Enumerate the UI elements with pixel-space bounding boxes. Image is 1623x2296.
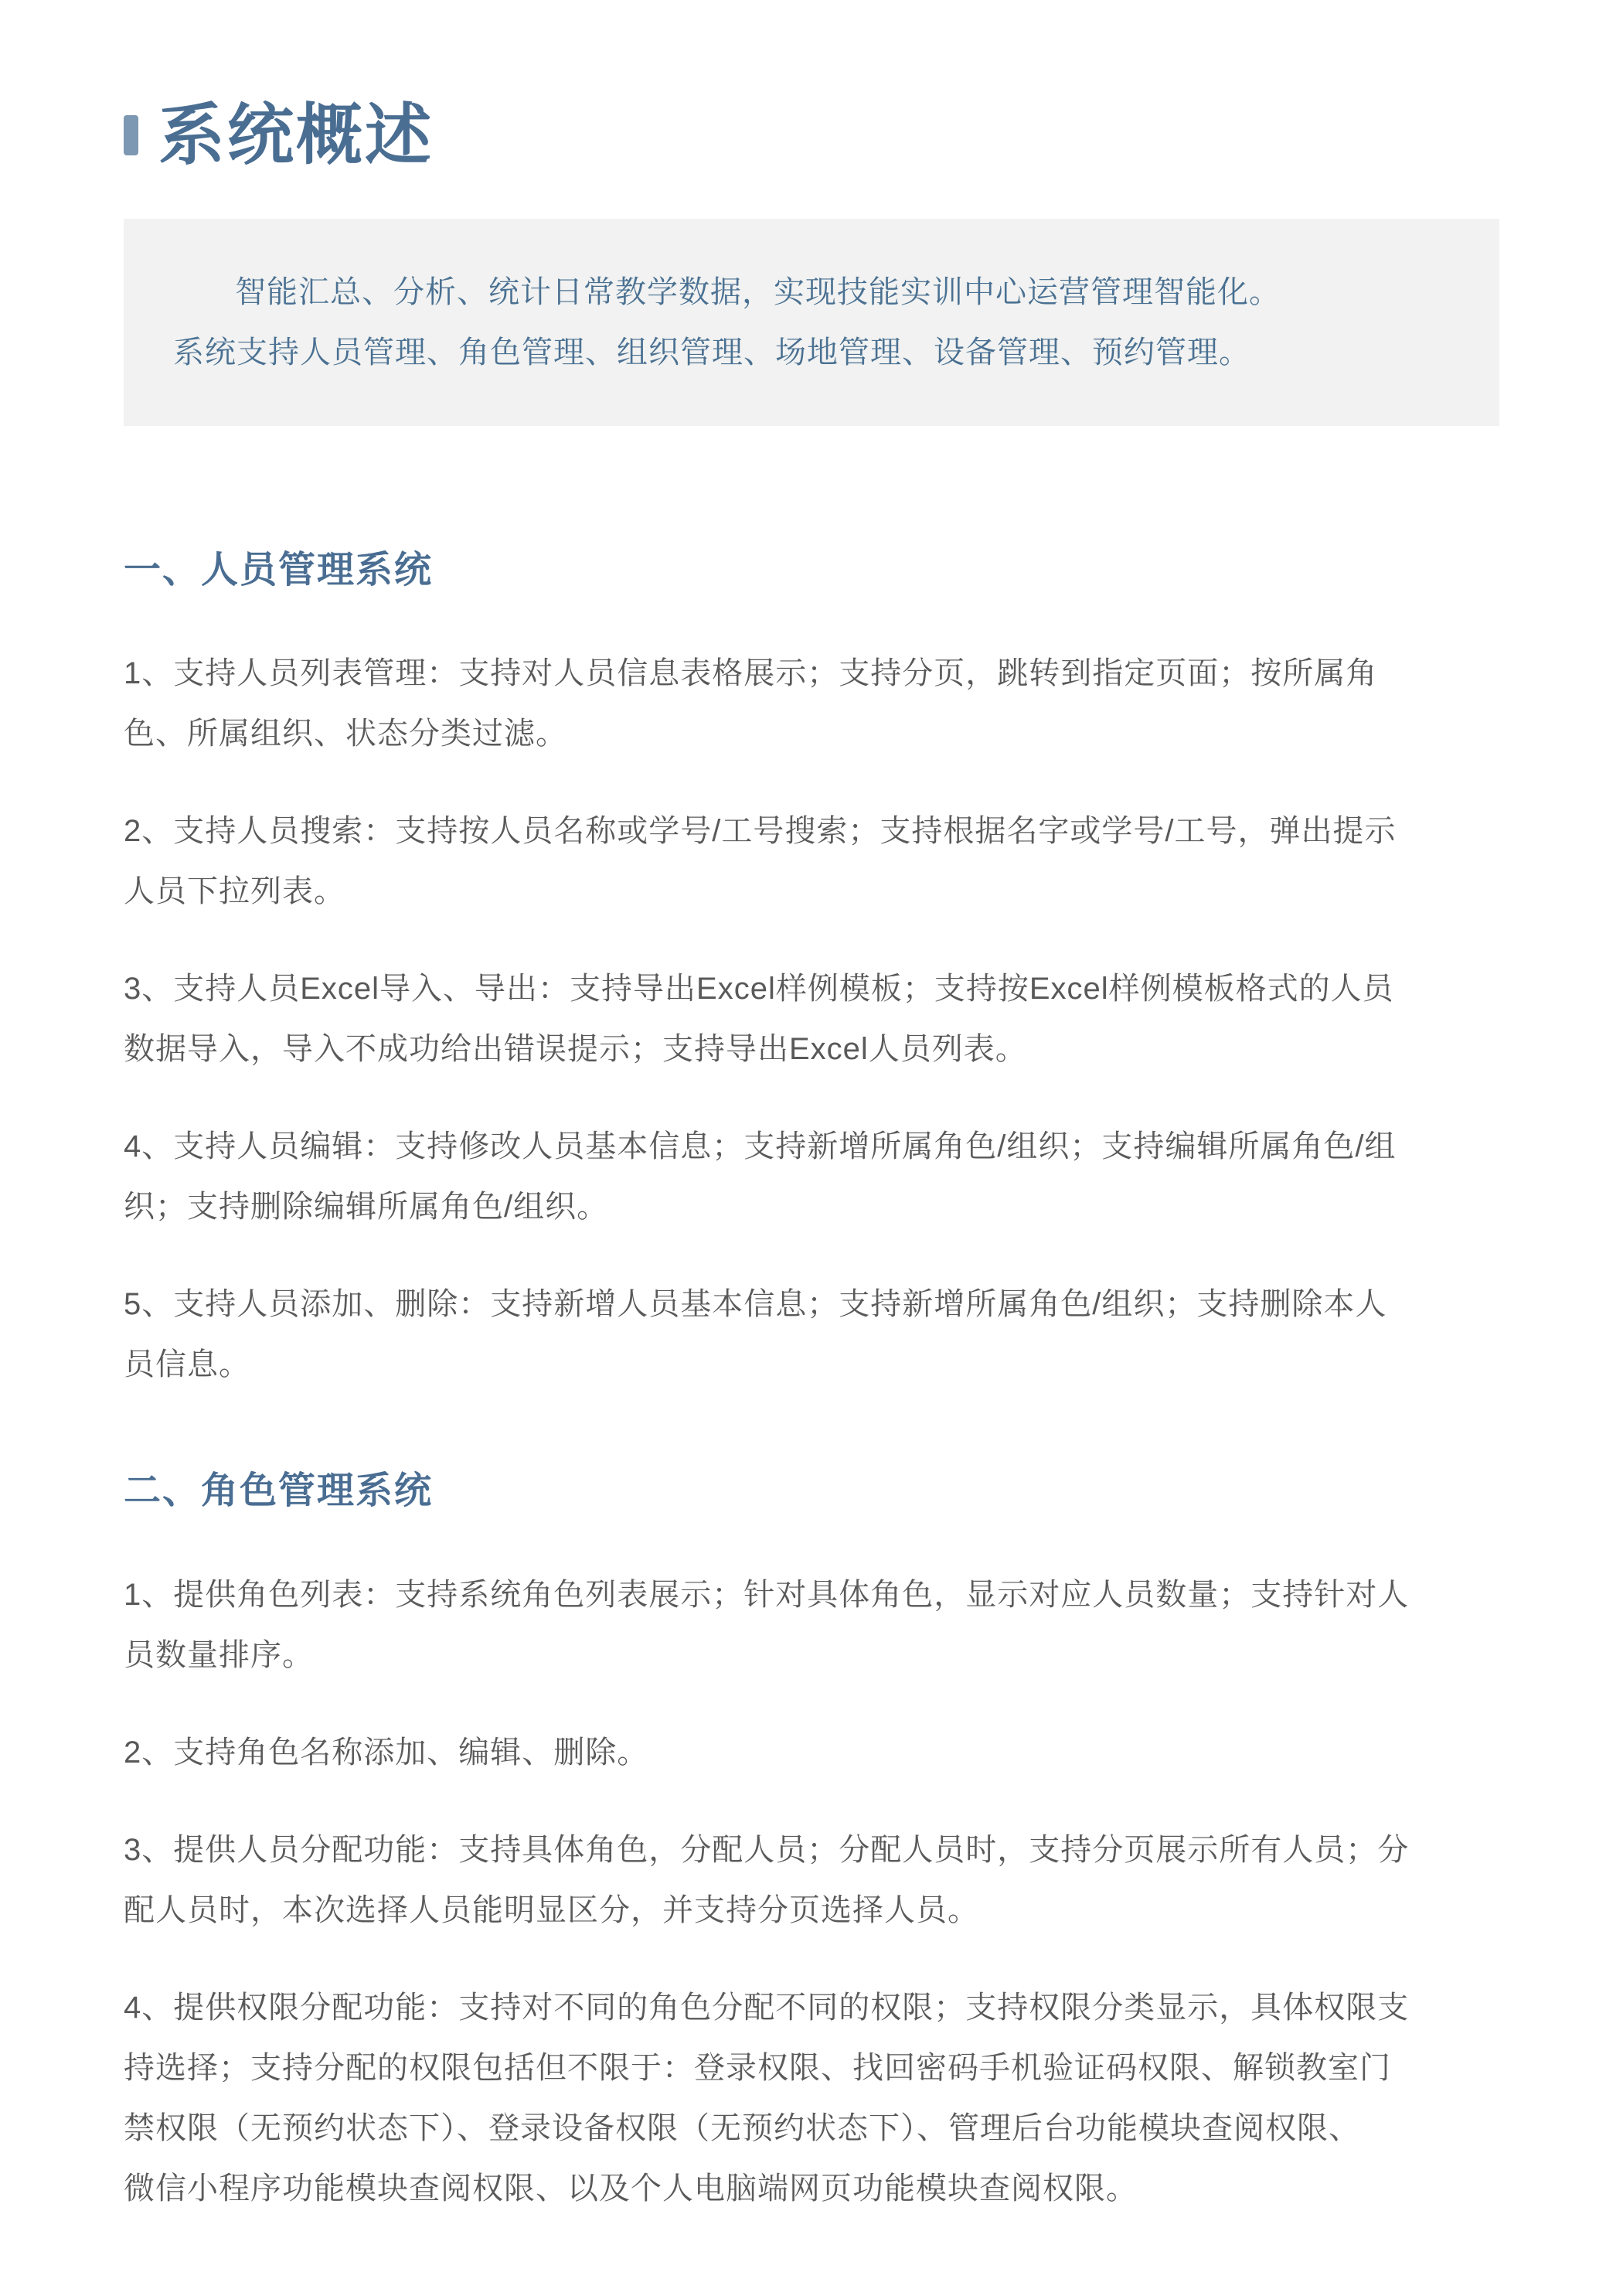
paragraph-line: 数据导入，导入不成功给出错误提示；支持导出Excel人员列表。 bbox=[124, 1032, 1027, 1067]
paragraph bbox=[124, 959, 1499, 1079]
paragraph bbox=[124, 1722, 1499, 1783]
paragraph-line: 持选择；支持分配的权限包括但不限于：登录权限、找回密码手机验证码权限、解锁教室门 bbox=[124, 2050, 1391, 2085]
paragraph-line: 色、所属组织、状态分类过滤。 bbox=[124, 717, 567, 751]
section-heading: 二、角色管理系统 bbox=[124, 1470, 434, 1512]
page-title: 系统概述 bbox=[158, 98, 434, 172]
paragraph-line: 1、支持人员列表管理：支持对人员信息表格展示；支持分页，跳转到指定页面；按所属角 bbox=[124, 656, 1378, 691]
section-heading: 一、人员管理系统 bbox=[124, 549, 434, 591]
paragraph bbox=[124, 643, 1499, 764]
paragraph-line: 配人员时，本次选择人员能明显区分，并支持分页选择人员。 bbox=[124, 1892, 979, 1927]
paragraph-line: 2、支持人员搜索：支持按人员名称或学号/工号搜索；支持根据名字或学号/工号，弹出提示 bbox=[124, 814, 1397, 849]
paragraph bbox=[124, 1565, 1499, 1685]
paragraph-line: 人员下拉列表。 bbox=[124, 874, 345, 909]
paragraph bbox=[124, 1116, 1499, 1237]
paragraph-line: 微信小程序功能模块查阅权限、以及个人电脑端网页功能模块查阅权限。 bbox=[124, 2171, 1138, 2206]
paragraph-line: 员数量排序。 bbox=[124, 1637, 314, 1672]
paragraph bbox=[124, 1820, 1499, 1940]
paragraph bbox=[124, 801, 1499, 921]
paragraph-line: 员信息。 bbox=[124, 1347, 250, 1382]
paragraph-line: 1、提供角色列表：支持系统角色列表展示；针对具体角色，显示对应人员数量；支持针对人 bbox=[124, 1577, 1410, 1612]
paragraph-line: 5、支持人员添加、删除：支持新增人员基本信息；支持新增所属角色/组织；支持删除本人 bbox=[124, 1287, 1387, 1322]
paragraph bbox=[124, 1274, 1499, 1395]
paragraph bbox=[124, 1977, 1499, 2219]
paragraph-line: 3、支持人员Excel导入、导出：支持导出Excel样例模板；支持按Excel样例模板格式的人员 bbox=[124, 972, 1394, 1007]
paragraph-line: 禁权限（无预约状态下）、登录设备权限（无预约状态下）、管理后台功能模块查阅权限、 bbox=[124, 2110, 1360, 2145]
paragraph-line: 织；支持删除编辑所属角色/组织。 bbox=[124, 1190, 609, 1225]
paragraph-line: 4、支持人员编辑：支持修改人员基本信息；支持新增所属角色/组织；支持编辑所属角色/组 bbox=[124, 1129, 1397, 1164]
title-accent-bar-icon bbox=[124, 115, 138, 155]
intro-line: 智能汇总、分析、统计日常教学数据，实现技能实训中心运营管理智能化。 bbox=[235, 274, 1281, 309]
paragraph-line: 2、支持角色名称添加、编辑、删除。 bbox=[124, 1735, 649, 1770]
doc-title bbox=[124, 99, 1499, 172]
paragraph-line: 4、提供权限分配功能：支持对不同的角色分配不同的权限；支持权限分类显示，具体权限支 bbox=[124, 1990, 1410, 2025]
section-personnel-management bbox=[124, 548, 1499, 1395]
intro-box bbox=[124, 219, 1499, 426]
intro-line: 系统支持人员管理、角色管理、组织管理、场地管理、设备管理、预约管理。 bbox=[173, 335, 1250, 370]
paragraph-line: 3、提供人员分配功能：支持具体角色，分配人员；分配人员时，支持分页展示所有人员；分 bbox=[124, 1832, 1410, 1867]
section-role-management bbox=[124, 1469, 1499, 2219]
